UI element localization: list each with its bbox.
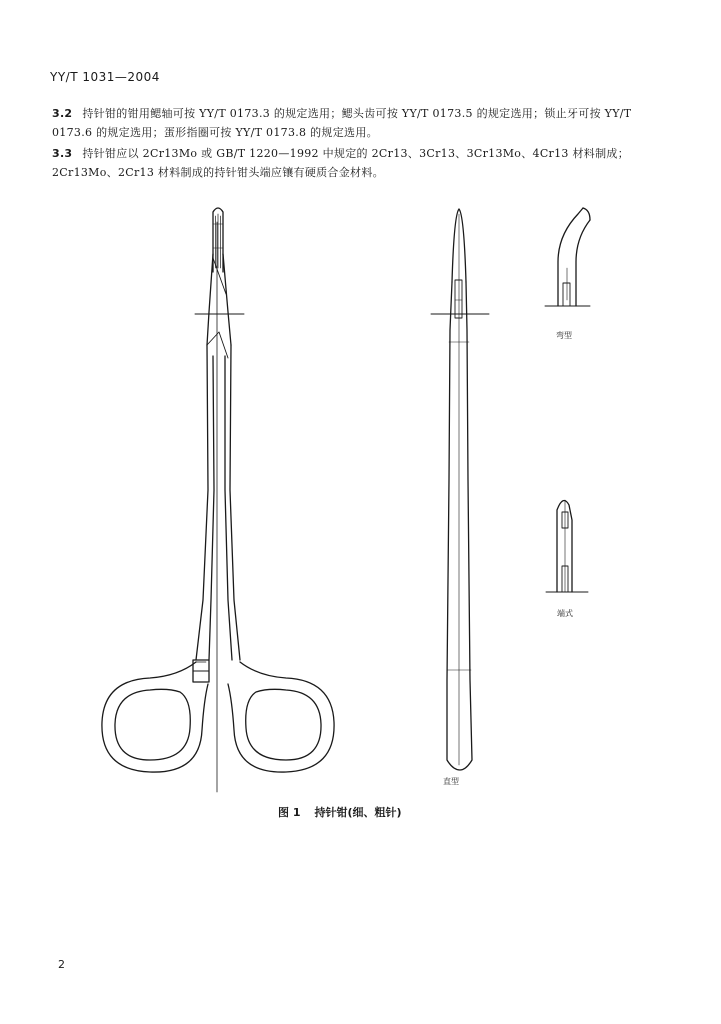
paragraph-number: 3.3 xyxy=(52,147,73,160)
curved-type-label: 弯型 xyxy=(556,331,572,340)
needle-holder-figure xyxy=(0,195,721,805)
figure-caption-text: 持针钳(细、粗针) xyxy=(314,806,402,819)
page-number: 2 xyxy=(58,958,65,971)
straight-type-label: 端式 xyxy=(557,609,573,618)
paragraph-3-3 xyxy=(52,144,672,182)
paragraph-text: 持针钳的钳用鳃轴可按 YY/T 0173.3 的规定选用；鳃头齿可按 YY/T 0173.5 的规定选用；锁止牙可按 YY/T 0173.6 的规定选用；蛋形指圈可按 YY/T 0173.8 的规定选用。 xyxy=(52,107,632,139)
paragraph-number: 3.2 xyxy=(52,107,73,120)
figure-number: 图 1 xyxy=(278,806,301,819)
needle-holder-drawing xyxy=(0,195,721,805)
thick-type-label: 直型 xyxy=(443,777,459,786)
paragraph-3-2 xyxy=(52,104,672,142)
paragraph-text: 持针钳应以 2Cr13Mo 或 GB/T 1220—1992 中规定的 2Cr13、3Cr13、3Cr13Mo、4Cr13 材料制成；2Cr13Mo、2Cr13 材料制成的持针钳头端应镶有硬质合金材料。 xyxy=(52,147,629,179)
figure-caption xyxy=(278,804,402,820)
side-view-drawing xyxy=(431,209,489,770)
front-view-drawing xyxy=(102,208,334,792)
curved-tip-detail xyxy=(545,208,590,306)
straight-tip-detail xyxy=(546,500,588,592)
standard-code-header: YY/T 1031—2004 xyxy=(50,70,160,84)
